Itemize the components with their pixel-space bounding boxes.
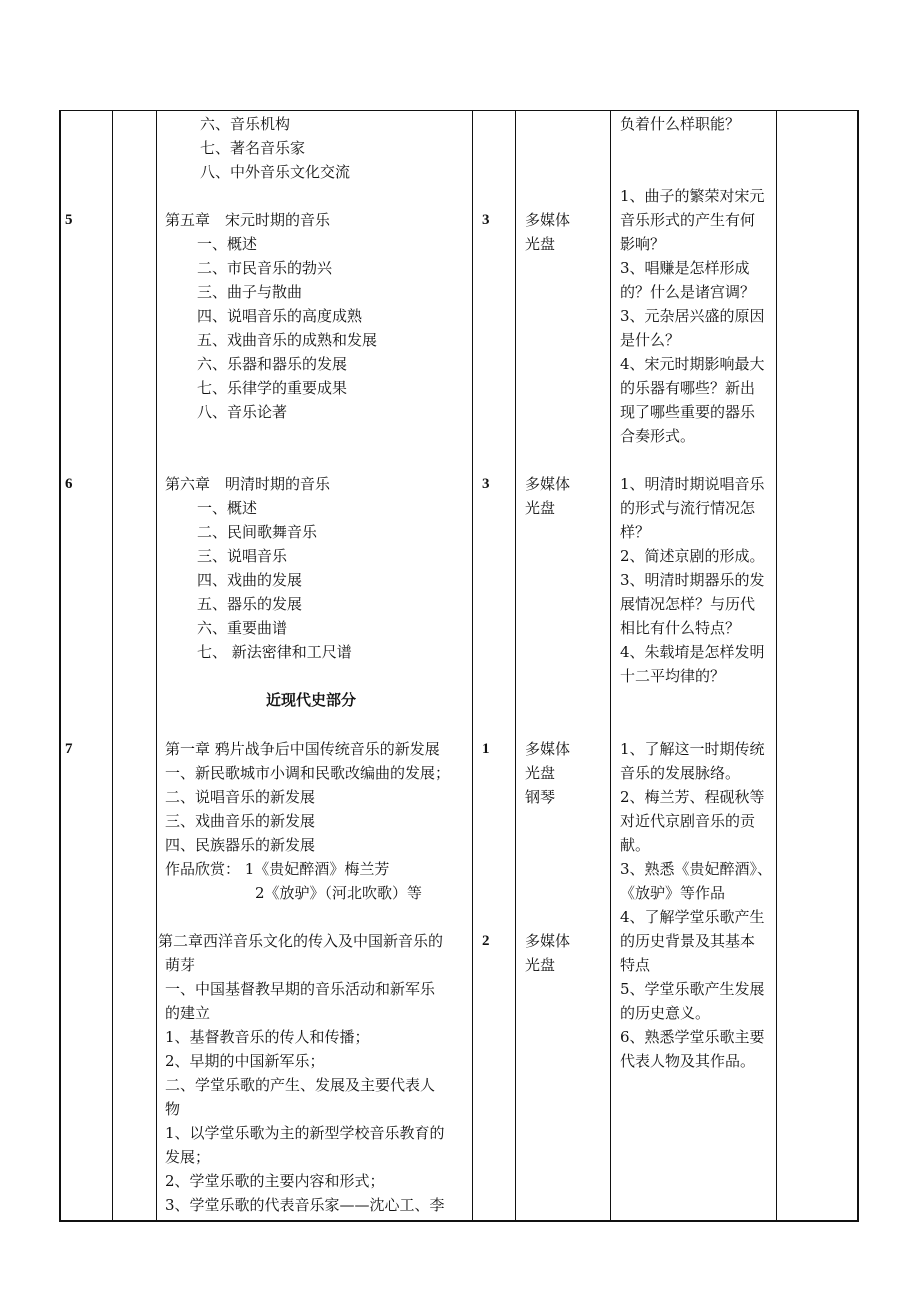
content-line: 八、音乐论著 [197,403,288,421]
content-line: 四、戏曲的发展 [197,571,303,589]
question-line: 的乐器有哪些？新出 [620,379,756,397]
question-line: 1、了解这一时期传统 [620,740,765,758]
table-col-line-6 [610,110,611,1222]
media-line: 多媒体 [525,932,571,950]
content-line: 五、戏曲音乐的成熟和发展 [197,331,378,349]
content-line: 二、民间歌舞音乐 [197,523,318,541]
question-line: 相比有什么特点？ [620,619,741,637]
question-line: 5、学堂乐歌产生发展 [620,980,765,998]
question-line: 现了哪些重要的器乐 [620,403,756,421]
content-line: 的建立 [165,1004,211,1022]
content-line: 五、器乐的发展 [197,595,303,613]
table-col-line-3 [156,110,157,1222]
content-line: 二、市民音乐的勃兴 [197,259,333,277]
content-line: 二、说唱音乐的新发展 [165,788,316,806]
question-line: 2、梅兰芳、程砚秋等 [620,788,765,806]
question-line: 合奏形式。 [620,427,696,445]
content-line: 七、乐律学的重要成果 [197,379,348,397]
media-line: 多媒体 [525,475,571,493]
row-number: 6 [65,476,73,492]
table-col-line-8 [857,110,859,1222]
content-line: 一、概述 [197,499,258,517]
question-line: 音乐形式的产生有何 [620,211,756,229]
content-line: 七、著名音乐家 [200,139,306,157]
content-line: 1、基督教音乐的传人和传播； [165,1028,370,1046]
content-line: 一、新民歌城市小调和民歌改编曲的发展； [165,764,451,782]
section-heading: 近现代史部分 [266,691,357,709]
question-line: 3、熟悉《贵妃醉酒》、 [620,860,773,878]
media-line: 光盘 [525,235,556,253]
question-line: 样？ [620,523,651,541]
question-line: 《放驴》等作品 [620,884,726,902]
table-col-line-2 [112,110,113,1222]
content-line: 四、民族器乐的新发展 [165,836,316,854]
content-line: 3、学堂乐歌的代表音乐家——沈心工、李 [165,1196,445,1214]
hours-value: 3 [482,212,490,228]
question-line: 1、曲子的繁荣对宋元 [620,187,765,205]
media-line: 光盘 [525,764,556,782]
media-line: 多媒体 [525,740,571,758]
question-line: 代表人物及其作品。 [620,1052,756,1070]
hours-value: 1 [482,741,490,757]
question-line: 6、熟悉学堂乐歌主要 [620,1028,765,1046]
question-line: 4、宋元时期影响最大 [620,355,765,373]
question-line: 的形式与流行情况怎 [620,499,756,517]
table-col-line-1 [59,110,61,1222]
question-line: 4、朱载堉是怎样发明 [620,643,765,661]
content-line: 2《放驴》（河北吹歌）等 [255,884,423,902]
content-line: 2、学堂乐歌的主要内容和形式； [165,1172,385,1190]
question-line: 对近代京剧音乐的贡 [620,812,756,830]
content-line: 六、音乐机构 [200,115,291,133]
content-line: 一、中国基督教早期的音乐活动和新军乐 [165,980,436,998]
question-line: 3、唱赚是怎样形成 [620,259,750,277]
media-line: 多媒体 [525,211,571,229]
question-line: 的？什么是诸宫调？ [620,283,756,301]
question-line: 音乐的发展脉络。 [620,764,741,782]
question-line: 影响？ [620,235,666,253]
chapter-title: 第六章 明清时期的音乐 [165,475,331,493]
question-line: 十二平均律的？ [620,667,726,685]
content-line: 三、说唱音乐 [197,547,288,565]
chapter-title: 第五章 宋元时期的音乐 [165,211,331,229]
chapter-title: 第一章 鸦片战争后中国传统音乐的新发展 [165,740,440,758]
chapter-title-cont: 萌芽 [165,956,196,974]
content-line: 三、曲子与散曲 [197,283,303,301]
table-col-line-7 [776,110,777,1222]
question-line: 展情况怎样？与历代 [620,595,756,613]
question-line: 献。 [620,836,651,854]
question-line: 的历史意义。 [620,1004,711,1022]
table-bottom-border [60,1220,858,1222]
content-line: 七、 新法密律和工尺谱 [197,643,352,661]
question-line: 特点 [620,956,651,974]
content-line: 六、重要曲谱 [197,619,288,637]
content-line: 作品欣赏： 1《贵妃醉酒》梅兰芳 [165,860,390,878]
question-line: 2、简述京剧的形成。 [620,547,765,565]
content-line: 八、中外音乐文化交流 [200,163,351,181]
question-line: 的历史背景及其基本 [620,932,756,950]
content-line: 一、概述 [197,235,258,253]
hours-value: 2 [482,933,490,949]
content-line: 六、乐器和器乐的发展 [197,355,348,373]
row-number: 7 [65,741,73,757]
table-col-line-4 [472,110,473,1222]
chapter-title: 第二章西洋音乐文化的传入及中国新音乐的 [158,932,444,950]
content-line: 三、戏曲音乐的新发展 [165,812,316,830]
question-line: 3、明清时期器乐的发 [620,571,765,589]
hours-value: 3 [482,476,490,492]
question-line: 负着什么样职能？ [620,115,741,133]
content-line: 二、学堂乐歌的产生、发展及主要代表人 [165,1076,436,1094]
content-line: 物 [165,1100,181,1118]
question-line: 是什么？ [620,331,681,349]
question-line: 4、了解学堂乐歌产生 [620,908,765,926]
content-line: 发展； [165,1148,211,1166]
media-line: 光盘 [525,956,556,974]
content-line: 2、早期的中国新军乐； [165,1052,325,1070]
media-line: 钢琴 [525,788,556,806]
content-line: 1、以学堂乐歌为主的新型学校音乐教育的 [165,1124,445,1142]
content-line: 四、说唱音乐的高度成熟 [197,307,363,325]
table-top-border [60,110,858,111]
question-line: 1、明清时期说唱音乐 [620,475,765,493]
media-line: 光盘 [525,499,556,517]
table-col-line-5 [515,110,516,1222]
question-line: 3、元杂居兴盛的原因 [620,307,765,325]
row-number: 5 [65,212,73,228]
